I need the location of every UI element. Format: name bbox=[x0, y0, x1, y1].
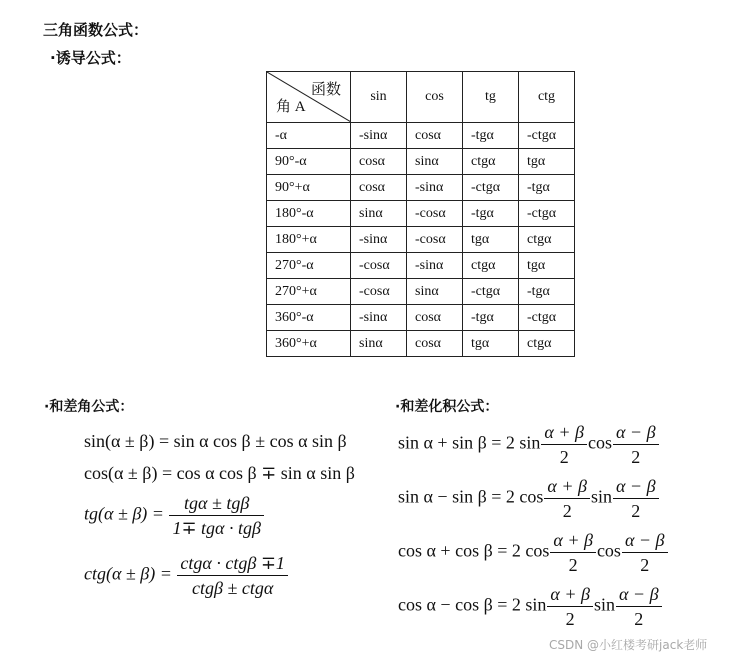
cell-cos: sinα bbox=[407, 149, 463, 175]
table-row bbox=[267, 201, 575, 227]
table-row bbox=[267, 331, 575, 357]
cell-ctg: ctgα bbox=[519, 227, 575, 253]
table-row bbox=[267, 123, 575, 149]
formula-mid: cos bbox=[587, 432, 612, 453]
half-diff-fraction bbox=[613, 475, 659, 522]
cell-cos: -cosα bbox=[407, 227, 463, 253]
fraction-denominator: 2 bbox=[559, 447, 569, 467]
cell-tg: -tgα bbox=[463, 201, 519, 227]
sum-to-product-formula-2 bbox=[398, 475, 660, 522]
fraction-numerator: α − β bbox=[613, 475, 659, 499]
fraction-numerator: α − β bbox=[613, 421, 659, 445]
cell-sin: sinα bbox=[351, 331, 407, 357]
ctg-denominator: ctgβ ± ctgα bbox=[192, 578, 274, 598]
sum-to-product-formula-4 bbox=[398, 583, 663, 630]
cell-cos: -sinα bbox=[407, 253, 463, 279]
formula-lhs: cos α − cos β = 2 sin bbox=[398, 594, 547, 615]
cell-angle: 360°-α bbox=[267, 305, 351, 331]
ctg-numerator: ctgα · ctgβ ∓1 bbox=[177, 552, 287, 576]
formula-lhs: cos α + cos β = 2 cos bbox=[398, 540, 550, 561]
cell-ctg: ctgα bbox=[519, 331, 575, 357]
cell-ctg: tgα bbox=[519, 149, 575, 175]
cell-cos: -cosα bbox=[407, 201, 463, 227]
cell-angle: 180°-α bbox=[267, 201, 351, 227]
formula-lhs: sin α + sin β = 2 sin bbox=[398, 432, 541, 453]
page-title: 三角函数公式： bbox=[43, 21, 149, 39]
cell-angle: -α bbox=[267, 123, 351, 149]
table-row bbox=[267, 175, 575, 201]
half-sum-fraction bbox=[547, 583, 593, 630]
induction-heading: ·诱导公式： bbox=[50, 49, 131, 67]
cell-angle: 270°-α bbox=[267, 253, 351, 279]
tg-sum-diff-formula bbox=[84, 492, 265, 539]
tg-numerator: tgα ± tgβ bbox=[169, 492, 264, 516]
fraction-denominator: 2 bbox=[631, 447, 641, 467]
formula-mid: sin bbox=[590, 486, 612, 507]
fraction-numerator: α + β bbox=[544, 475, 590, 499]
half-diff-fraction bbox=[622, 529, 668, 576]
cell-tg: tgα bbox=[463, 331, 519, 357]
fraction-denominator: 2 bbox=[565, 609, 575, 629]
cell-sin: cosα bbox=[351, 175, 407, 201]
cell-sin: -cosα bbox=[351, 253, 407, 279]
cell-cos: cosα bbox=[407, 331, 463, 357]
cell-cos: cosα bbox=[407, 305, 463, 331]
fraction-numerator: α − β bbox=[622, 529, 668, 553]
column-header-sin: sin bbox=[351, 72, 407, 123]
tg-denominator: 1∓ tgα · tgβ bbox=[172, 518, 261, 538]
tg-formula-lhs: tg(α ± β) = bbox=[84, 503, 164, 524]
cell-ctg: -tgα bbox=[519, 175, 575, 201]
fraction-denominator: 2 bbox=[568, 555, 578, 575]
ctg-sum-diff-formula bbox=[84, 552, 289, 599]
fraction-numerator: α + β bbox=[550, 529, 596, 553]
fraction-denominator: 2 bbox=[640, 555, 650, 575]
table-row bbox=[267, 253, 575, 279]
cell-sin: -sinα bbox=[351, 123, 407, 149]
column-header-cos: cos bbox=[407, 72, 463, 123]
fraction-denominator: 2 bbox=[634, 609, 644, 629]
column-header-ctg: ctg bbox=[519, 72, 575, 123]
table-corner-header bbox=[267, 72, 351, 123]
watermark: CSDN @小红楼考研jack老师 bbox=[549, 638, 708, 652]
sum-to-product-formula-1 bbox=[398, 421, 660, 468]
cell-tg: -ctgα bbox=[463, 175, 519, 201]
half-diff-fraction bbox=[613, 421, 659, 468]
cell-ctg: -ctgα bbox=[519, 305, 575, 331]
cell-cos: cosα bbox=[407, 123, 463, 149]
cos-sum-diff-formula: cos(α ± β) = cos α cos β ∓ sin α sin β bbox=[84, 463, 355, 483]
formula-lhs: sin α − sin β = 2 cos bbox=[398, 486, 544, 507]
sin-sum-diff-formula: sin(α ± β) = sin α cos β ± cos α sin β bbox=[84, 431, 347, 451]
induction-table bbox=[266, 71, 575, 357]
cell-cos: sinα bbox=[407, 279, 463, 305]
header-function-label: 函数 bbox=[310, 82, 341, 98]
cell-ctg: -ctgα bbox=[519, 123, 575, 149]
cell-ctg: -tgα bbox=[519, 279, 575, 305]
cell-sin: -sinα bbox=[351, 227, 407, 253]
fraction-numerator: α + β bbox=[541, 421, 587, 445]
sum-to-product-formula-3 bbox=[398, 529, 669, 576]
fraction-numerator: α + β bbox=[547, 583, 593, 607]
cell-angle: 270°+α bbox=[267, 279, 351, 305]
cell-tg: -tgα bbox=[463, 123, 519, 149]
formula-mid: sin bbox=[593, 594, 615, 615]
half-diff-fraction bbox=[616, 583, 662, 630]
tg-fraction bbox=[169, 492, 264, 539]
cell-tg: tgα bbox=[463, 227, 519, 253]
fraction-denominator: 2 bbox=[562, 501, 572, 521]
cell-angle: 360°+α bbox=[267, 331, 351, 357]
cell-tg: ctgα bbox=[463, 149, 519, 175]
table-row bbox=[267, 279, 575, 305]
header-angle-label: 角 A bbox=[276, 99, 306, 115]
sum-diff-heading: ·和差角公式： bbox=[44, 399, 134, 415]
ctg-formula-lhs: ctg(α ± β) = bbox=[84, 563, 172, 584]
cell-sin: -cosα bbox=[351, 279, 407, 305]
formula-mid: cos bbox=[596, 540, 621, 561]
cell-ctg: tgα bbox=[519, 253, 575, 279]
fraction-denominator: 2 bbox=[631, 501, 641, 521]
cell-tg: ctgα bbox=[463, 253, 519, 279]
fraction-numerator: α − β bbox=[616, 583, 662, 607]
table-row bbox=[267, 149, 575, 175]
sum-to-product-heading: ·和差化积公式： bbox=[395, 399, 499, 415]
cell-tg: -ctgα bbox=[463, 279, 519, 305]
table-row bbox=[267, 305, 575, 331]
half-sum-fraction bbox=[550, 529, 596, 576]
cell-angle: 90°-α bbox=[267, 149, 351, 175]
table-row bbox=[267, 227, 575, 253]
half-sum-fraction bbox=[544, 475, 590, 522]
cell-sin: cosα bbox=[351, 149, 407, 175]
cell-angle: 180°+α bbox=[267, 227, 351, 253]
half-sum-fraction bbox=[541, 421, 587, 468]
cell-ctg: -ctgα bbox=[519, 201, 575, 227]
cell-sin: sinα bbox=[351, 201, 407, 227]
cell-tg: -tgα bbox=[463, 305, 519, 331]
cell-sin: -sinα bbox=[351, 305, 407, 331]
ctg-fraction bbox=[177, 552, 287, 599]
cell-angle: 90°+α bbox=[267, 175, 351, 201]
cell-cos: -sinα bbox=[407, 175, 463, 201]
column-header-tg: tg bbox=[463, 72, 519, 123]
